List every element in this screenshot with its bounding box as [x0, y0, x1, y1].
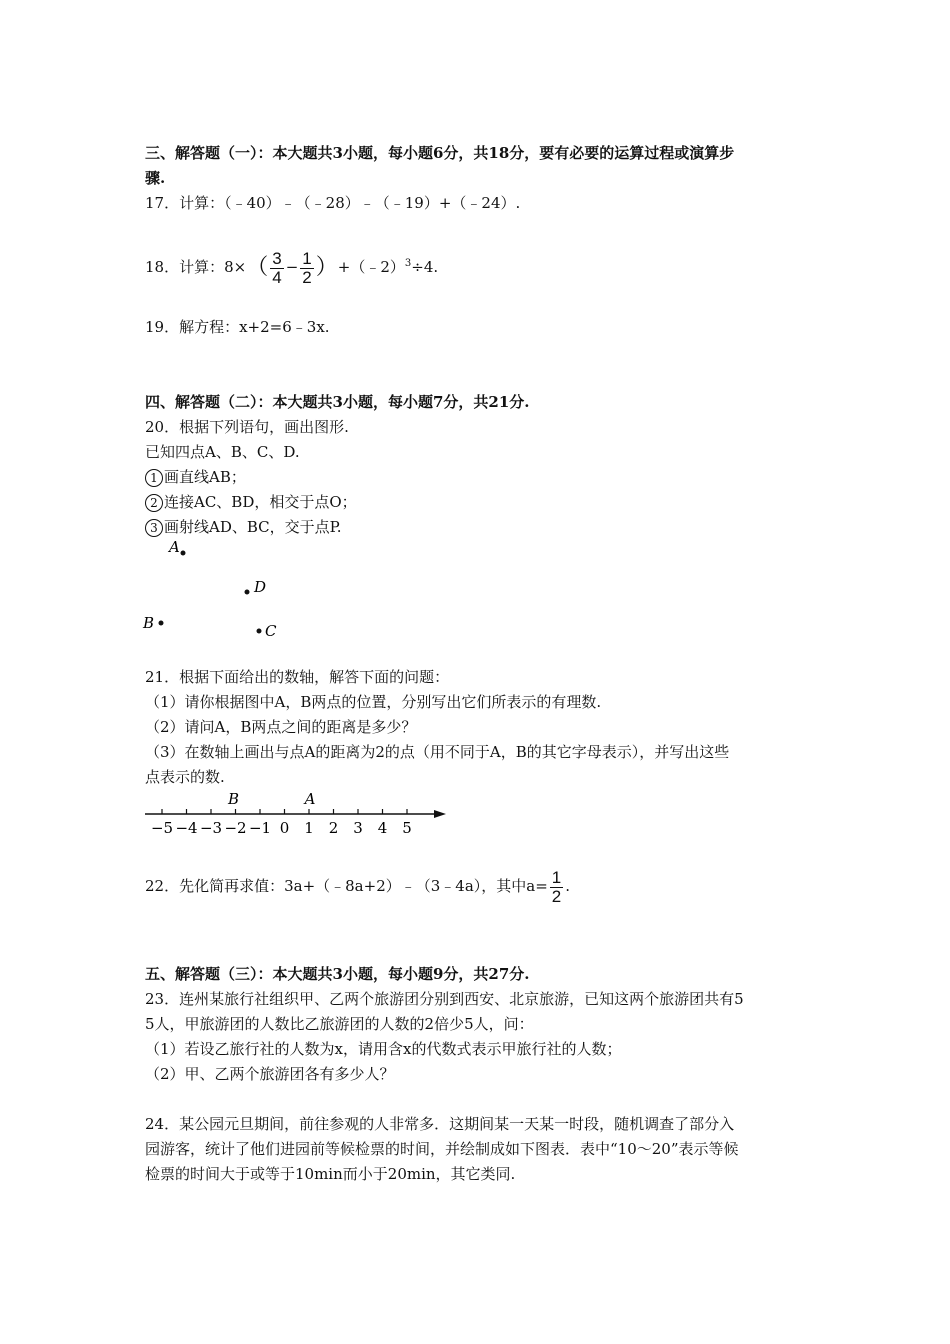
- q20-item-1-text: 画直线AB；: [164, 468, 246, 486]
- question-22: [145, 866, 570, 906]
- question-17: 17．计算：（﹣40）﹣（﹣28）﹣（﹣19）+（﹣24）.: [145, 194, 521, 212]
- axis-tick-label: 0: [279, 819, 290, 837]
- circled-number: 3: [145, 519, 163, 537]
- axis-tick-label: 2: [328, 819, 339, 837]
- q22-den: 2: [551, 886, 562, 906]
- point-C: [257, 629, 262, 634]
- point-D: [245, 590, 250, 595]
- axis-tick-label: 1: [304, 819, 314, 837]
- q21-part-3-cont: 点表示的数.: [145, 768, 225, 786]
- point-D-label: D: [254, 578, 267, 596]
- question-21: 21．根据下面给出的数轴，解答下面的问题：: [145, 668, 450, 686]
- q22-tail: .: [565, 877, 571, 895]
- q23-part-1: （1）若设乙旅行社的人数为x，请用含x的代数式表示甲旅行社的人数；: [145, 1040, 622, 1058]
- q18-f1-num: 3: [272, 248, 282, 268]
- axis-tick-label: −2: [224, 819, 247, 837]
- question-23: 23．连州某旅行社组织甲、乙两个旅游团分别到西安、北京旅游，已知这两个旅游团共有5: [145, 990, 744, 1008]
- q18-prefix: 18．计算：8×: [145, 258, 247, 276]
- q18-minus: −: [285, 258, 299, 276]
- q24-cont-1: 园游客，统计了他们进园前等候检票的时间，并绘制成如下图表．表中“10～20”表示等候: [145, 1140, 739, 1158]
- q18-lparen: （: [246, 255, 269, 280]
- section-5-heading: 五、解答题（三）：本大题共3小题，每小题9分，共27分.: [145, 965, 530, 983]
- question-20: 20．根据下列语句，画出图形.: [145, 418, 349, 436]
- axis-tick-label: −4: [175, 819, 198, 837]
- section-3-heading-cont: 骤.: [145, 169, 166, 187]
- question-24: 24．某公园元旦期间，前往参观的人非常多．这期间某一天某一时段，随机调查了部分入: [145, 1115, 735, 1133]
- q20-item-3: [145, 517, 341, 537]
- q20-given: 已知四点A、B、C、D.: [145, 443, 300, 461]
- q18-rparen: ）: [315, 255, 338, 280]
- q18-fraction-2: [300, 250, 313, 287]
- point-A: [181, 551, 186, 556]
- point-B: [159, 621, 164, 626]
- q18-f2-den: 2: [302, 267, 312, 287]
- q20-item-1: [145, 467, 246, 487]
- q18-tail: ÷4.: [411, 258, 439, 276]
- point-C-label: C: [265, 622, 277, 640]
- axis-tick-label: 4: [377, 819, 388, 837]
- axis-label-A: A: [304, 790, 316, 808]
- section-4-heading: 四、解答题（二）：本大题共3小题，每小题7分，共21分.: [145, 393, 530, 411]
- point-B-label: B: [143, 614, 155, 632]
- axis-tick-label: −5: [150, 819, 174, 837]
- q20-points-figure: [135, 535, 295, 645]
- q18-exponent: 3: [404, 258, 412, 269]
- axis-tick-label: −1: [248, 819, 272, 837]
- q18-mid: +（﹣2）: [337, 258, 405, 276]
- q20-item-2: [145, 492, 357, 512]
- axis-tick-label: 5: [402, 819, 412, 837]
- question-18: [145, 244, 438, 288]
- q20-item-3-text: 画射线AD、BC，交于点P.: [164, 518, 342, 536]
- q24-cont-2: 检票的时间大于或等于10min而小于20min，其它类同.: [145, 1165, 516, 1183]
- circled-number: 2: [145, 494, 163, 512]
- q21-part-3: （3）在数轴上画出与点A的距离为2的点（用不同于A，B的其它字母表示），并写出这些: [145, 743, 730, 761]
- q22-num: 1: [551, 867, 562, 887]
- number-line: [140, 788, 460, 840]
- q23-cont: 5人，甲旅游团的人数比乙旅游团的人数的2倍少5人，问：: [145, 1015, 534, 1033]
- question-19: 19．解方程：x+2=6﹣3x.: [145, 318, 330, 336]
- point-A-label: A: [169, 538, 180, 556]
- axis-arrow: [434, 810, 446, 818]
- circled-number: 1: [145, 469, 163, 487]
- q22-fraction: [550, 869, 563, 906]
- section-3-heading: 三、解答题（一）：本大题共3小题，每小题6分，共18分，要有必要的运算过程或演算步: [145, 144, 735, 162]
- axis-tick-label: 3: [353, 819, 363, 837]
- q18-fraction-1: [270, 250, 283, 287]
- axis-label-B: B: [227, 790, 240, 808]
- q23-part-2: （2）甲、乙两个旅游团各有多少人？: [145, 1065, 395, 1083]
- q22-prefix: 22．先化简再求值：3a+（﹣8a+2）﹣（3﹣4a），其中a=: [145, 877, 548, 895]
- q18-f2-num: 1: [302, 248, 312, 268]
- q21-part-2: （2）请问A，B两点之间的距离是多少？: [145, 718, 417, 736]
- q21-part-1: （1）请你根据图中A，B两点的位置，分别写出它们所表示的有理数.: [145, 693, 602, 711]
- q20-item-2-text: 连接AC、BD，相交于点O；: [164, 493, 357, 511]
- axis-tick-label: −3: [199, 819, 223, 837]
- q18-f1-den: 4: [272, 267, 282, 287]
